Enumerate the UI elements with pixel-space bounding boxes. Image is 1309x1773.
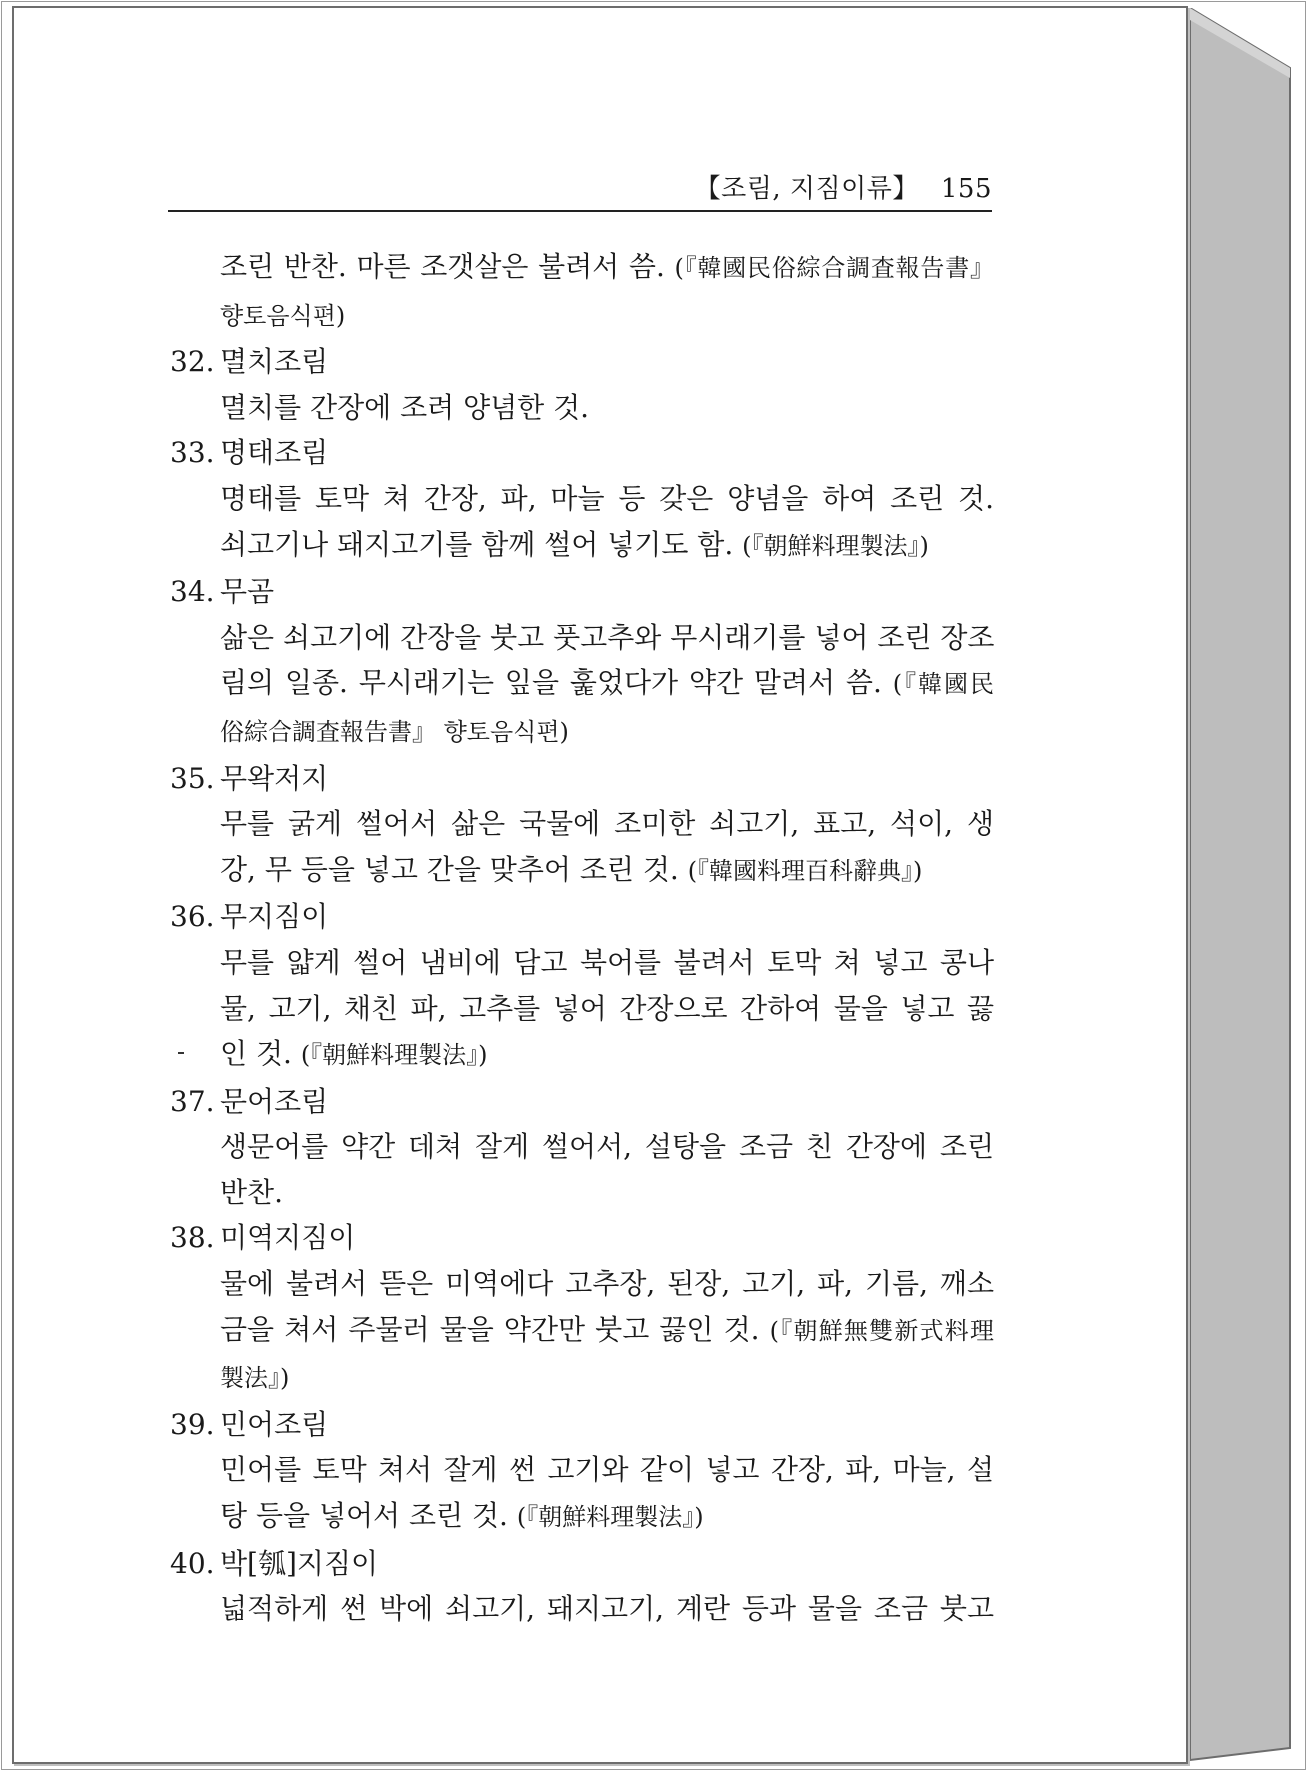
body-line — [170, 522, 994, 570]
body-text: 물에 불려서 뜯은 미역에다 고추장, 된장, 고기, 파, 기름, 깨소 — [220, 1267, 994, 1301]
body-line — [170, 986, 994, 1032]
body-line — [170, 476, 994, 522]
entry-number: 37. — [170, 1084, 215, 1118]
source-citation: 製法』) — [220, 1364, 290, 1393]
body-line — [170, 660, 994, 708]
entry-title: 문어조림 — [220, 1084, 329, 1118]
body-text: 쇠고기나 돼지고기를 함께 썰어 넣기도 함. — [220, 527, 743, 561]
body-text: 명태를 토막 쳐 간장, 파, 마늘 등 갖은 양념을 하여 조린 것. — [220, 481, 994, 515]
body-text: 삶은 쇠고기에 간장을 붓고 풋고추와 무시래기를 넣어 조린 장조 — [220, 620, 995, 654]
entry-number: 38. — [170, 1221, 215, 1255]
entry-title: 무곰 — [220, 575, 275, 609]
entry-heading — [170, 1215, 994, 1261]
page-body — [170, 244, 994, 1632]
page-number: 155 — [940, 174, 992, 204]
body-text: 무를 얇게 썰어 냄비에 담고 북어를 불려서 토막 쳐 넣고 콩나 — [220, 945, 994, 979]
entry-number: 39. — [170, 1407, 215, 1441]
body-text: 물, 고기, 채친 파, 고추를 넣어 간장으로 간하여 물을 넣고 끓 — [220, 991, 994, 1025]
body-line — [170, 801, 994, 847]
entry-heading — [170, 1541, 994, 1587]
entry-number: 32. — [170, 345, 215, 379]
body-text: 반찬. — [220, 1175, 283, 1209]
source-citation: (『朝鮮無雙新式料理 — [769, 1316, 994, 1345]
body-line — [170, 615, 994, 661]
body-text: 강, 무 등을 넣고 간을 맞추어 조린 것. — [220, 852, 688, 886]
entry-title: 박[瓠]지짐이 — [220, 1546, 379, 1580]
source-citation: (『朝鮮料理製法』) — [516, 1503, 704, 1532]
entry-number: 40. — [170, 1546, 215, 1580]
entry-heading — [170, 1402, 994, 1448]
body-text: 금을 쳐서 주물러 물을 약간만 붓고 끓인 것. — [220, 1312, 770, 1346]
entry-title: 멸치조림 — [220, 345, 329, 379]
body-line — [170, 847, 994, 895]
entry-number: 36. — [170, 900, 215, 934]
body-line — [170, 1031, 994, 1079]
body-line — [170, 1170, 994, 1216]
body-text: 림의 일종. 무시래기는 잎을 훑었다가 약간 말려서 씀. — [220, 666, 893, 700]
entry-heading — [170, 894, 994, 940]
entry-heading — [170, 339, 994, 385]
entry-number: 34. — [170, 575, 215, 609]
body-line — [170, 1586, 994, 1632]
entry-title: 무왁저지 — [220, 761, 329, 795]
source-citation: (『朝鮮料理製法』) — [300, 1041, 488, 1070]
entry-heading — [170, 1079, 994, 1125]
source-citation: (『韓國民俗綜合調査報告書』 — [674, 254, 994, 282]
body-text: 인 것. — [220, 1037, 301, 1071]
entry-title: 민어조림 — [220, 1407, 329, 1441]
running-head — [170, 168, 992, 214]
body-text: 민어를 토막 쳐서 잘게 썬 고기와 같이 넣고 간장, 파, 마늘, 설 — [220, 1453, 994, 1487]
body-text: 멸치를 간장에 조려 양념한 것. — [220, 390, 590, 424]
entry-heading — [170, 569, 994, 615]
entry-heading — [170, 756, 994, 802]
source-citation: (『朝鮮料理製法』) — [742, 531, 929, 560]
body-text: 생문어를 약간 데쳐 잘게 썰어서, 설탕을 조금 친 간장에 조린 — [220, 1130, 994, 1164]
body-text: 탕 등을 넣어서 조린 것. — [220, 1499, 517, 1533]
body-text: 조린 반찬. 마른 조갯살은 불려서 씀. — [220, 250, 675, 283]
header-rule — [168, 210, 992, 212]
body-line — [170, 1447, 994, 1493]
source-citation: (『韓國料理百科辭典』) — [687, 856, 923, 885]
source-citation: (『韓國民 — [892, 670, 994, 699]
entry-number: 33. — [170, 436, 215, 470]
entry-title: 명태조림 — [220, 436, 329, 470]
body-line — [170, 1261, 994, 1307]
entry-title: 미역지짐이 — [220, 1221, 356, 1255]
entry-title: 무지짐이 — [220, 900, 329, 934]
body-text: 무를 굵게 썰어서 삶은 국물에 조미한 쇠고기, 표고, 석이, 생 — [220, 807, 994, 841]
body-text: 넓적하게 썬 박에 쇠고기, 돼지고기, 계란 등과 물을 조금 붓고 — [220, 1592, 994, 1626]
body-line — [170, 940, 994, 986]
source-citation: 俗綜合調査報告書』 향토음식편) — [220, 717, 569, 746]
body-line — [170, 1307, 994, 1355]
body-line — [170, 292, 994, 340]
source-citation: 향토음식편) — [220, 301, 346, 330]
body-line — [170, 1354, 994, 1402]
body-line — [170, 244, 994, 292]
section-title: 【조림, 지짐이류】 — [694, 174, 919, 204]
entry-number: 35. — [170, 761, 215, 795]
body-line — [170, 1124, 994, 1170]
entry-heading — [170, 430, 994, 476]
body-line — [170, 708, 994, 756]
body-line — [170, 1493, 994, 1541]
body-line — [170, 385, 994, 431]
book-edge-3d — [1190, 8, 1298, 1762]
